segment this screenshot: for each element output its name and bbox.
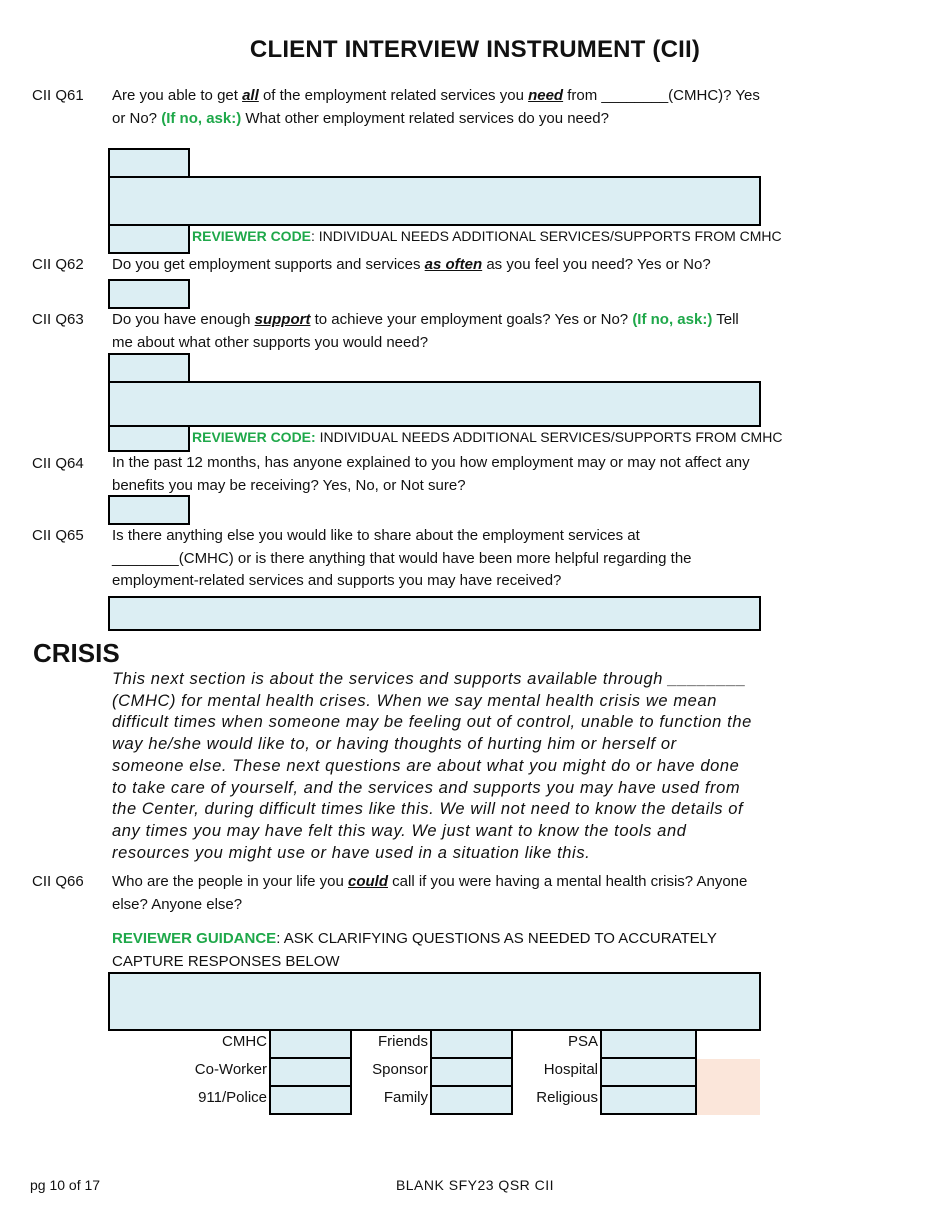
q63-reviewer-code: REVIEWER CODE: INDIVIDUAL NEEDS ADDITIONAL SERVICES/SUPPORTS FROM CMHC: [192, 429, 783, 445]
q65-comments-textbox[interactable]: [108, 596, 761, 631]
q63-answer-field[interactable]: [108, 353, 190, 383]
q66-reviewer-guidance: REVIEWER GUIDANCE: ASK CLARIFYING QUESTIONS AS NEEDED TO ACCURATELY CAPTURE RESPONSES BELOW: [112, 930, 717, 970]
question-id-q66: CII Q66: [32, 873, 84, 890]
page-title: CLIENT INTERVIEW INSTRUMENT (CII): [249, 36, 701, 63]
question-text-q64: In the past 12 months, has anyone explained to you how employment may or may not affect any benefits you may be receiving? Yes, No, or Not sure?: [112, 454, 750, 494]
question-text-q61: Are you able to get all of the employment related services you need from ________(CMHC)? Yes or No? (If no, ask:) What other employment related services do you need?: [112, 87, 760, 127]
page-number: pg 10 of 17: [30, 1177, 101, 1193]
grid-field-911-police[interactable]: [269, 1085, 352, 1115]
q62-answer-field[interactable]: [108, 279, 190, 309]
grid-field-co-worker[interactable]: [269, 1057, 352, 1087]
question-id-q61: CII Q61: [32, 87, 84, 104]
grid-label-friends: Friends: [377, 1033, 428, 1050]
question-text-q63: Do you have enough support to achieve your employment goals? Yes or No? (If no, ask:) Tell me about what other supports you would need?: [112, 311, 739, 351]
question-id-q62: CII Q62: [32, 256, 84, 273]
grid-field-hospital[interactable]: [600, 1057, 697, 1087]
grid-label-911-police: 911/Police: [198, 1089, 267, 1106]
crisis-intro-text: This next section is about the services and supports available through ________ (CMHC) for mental health crises. When we say mental health crisis we mean difficult times when someone may be feeling out of control, unable to function the way he/she would like to, or having thoughts of hurting him or herself or someone else. These next questions are about what you might do or have done to take care of yourself, and the services and supports you may have used from the Center, during difficult times like this. We will not need to know the details of any times you may have felt this way. We just want to know the tools and resources you might use or have used in a situation like this.: [112, 670, 752, 862]
grid-label-cmhc: CMHC: [222, 1033, 267, 1050]
grid-field-psa[interactable]: [600, 1029, 697, 1059]
grid-label-family: Family: [383, 1089, 428, 1106]
question-id-q65: CII Q65: [32, 527, 84, 544]
crisis-section-heading: CRISIS: [33, 638, 120, 668]
grid-label-co-worker: Co-Worker: [194, 1061, 267, 1078]
grid-field-sponsor[interactable]: [430, 1057, 513, 1087]
q63-supports-textbox[interactable]: [108, 381, 761, 427]
grid-label-religious: Religious: [536, 1089, 598, 1106]
grid-field-cmhc[interactable]: [269, 1029, 352, 1059]
q61-reviewer-code-field[interactable]: [108, 224, 190, 254]
q66-people-textbox[interactable]: [108, 972, 761, 1031]
question-id-q63: CII Q63: [32, 311, 84, 328]
empty-shaded-cell: [697, 1059, 760, 1115]
grid-label-hospital: Hospital: [543, 1061, 598, 1078]
q64-answer-field[interactable]: [108, 495, 190, 525]
document-name: BLANK SFY23 QSR CII: [395, 1177, 555, 1193]
q61-services-textbox[interactable]: [108, 176, 761, 226]
grid-field-friends[interactable]: [430, 1029, 513, 1059]
grid-label-psa: PSA: [567, 1033, 598, 1050]
question-id-q64: CII Q64: [32, 455, 84, 472]
q61-reviewer-code: REVIEWER CODE: INDIVIDUAL NEEDS ADDITIONAL SERVICES/SUPPORTS FROM CMHC: [192, 228, 782, 244]
q63-reviewer-code-field[interactable]: [108, 425, 190, 452]
question-text-q65: Is there anything else you would like to share about the employment services at ________(CMHC) or is there anything that would have been more helpful regarding the employment-related services and supports you may have received?: [112, 527, 692, 589]
grid-field-religious[interactable]: [600, 1085, 697, 1115]
question-text-q62: Do you get employment supports and services as often as you feel you need? Yes or No?: [112, 256, 711, 273]
grid-label-sponsor: Sponsor: [372, 1061, 428, 1078]
q61-answer-field[interactable]: [108, 148, 190, 178]
grid-field-family[interactable]: [430, 1085, 513, 1115]
question-text-q66: Who are the people in your life you could call if you were having a mental health crisis? Anyone else? Anyone else?: [112, 871, 762, 916]
